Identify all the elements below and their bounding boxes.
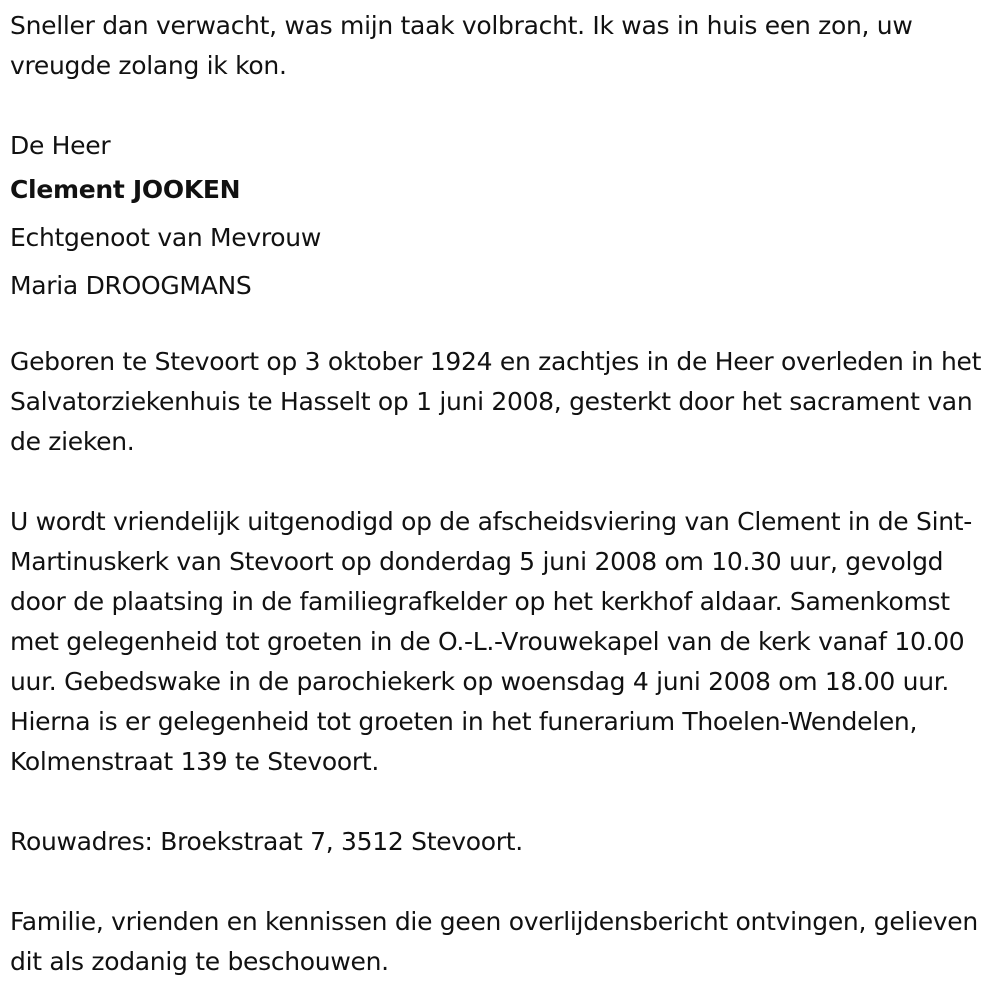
deceased-name: Clement JOOKEN [10, 175, 241, 204]
deceased-block [10, 126, 995, 310]
birth-death-paragraph: Geboren te Stevoort op 3 oktober 1924 en zachtjes in de Heer overleden in het Salvatorziekenhuis te Hasselt op 1 juni 2008, gesterkt door het sacrament van de zieken. [10, 347, 982, 456]
ceremony-paragraph: U wordt vriendelijk uitgenodigd op de afscheidsviering van Clement in de Sint-Martinuskerk van Stevoort op donderdag 5 juni 2008 om 10.30 uur, gevolgd door de plaatsing in de familiegrafkelder op het kerkhof aldaar. Samenkomst met gelegenheid tot groeten in de O.-L.-Vrouwekapel van de kerk vanaf 10.00 uur. Gebedswake in de parochiekerk op woensdag 4 juni 2008 om 18.00 uur. Hierna is er gelegenheid tot groeten in het funerarium Thoelen-Wendelen, Kolmenstraat 139 te Stevoort. [10, 507, 972, 776]
obituary-document [10, 6, 995, 982]
spouse-name: Maria DROOGMANS [10, 271, 252, 300]
mourning-address: Rouwadres: Broekstraat 7, 3512 Stevoort. [10, 827, 523, 856]
honorific: De Heer [10, 131, 111, 160]
spouse-line: Echtgenoot van Mevrouw [10, 223, 321, 252]
intro-verse: Sneller dan verwacht, was mijn taak volbracht. Ik was in huis een zon, uw vreugde zolang ik kon. [10, 11, 913, 80]
closing-paragraph: Familie, vrienden en kennissen die geen overlijdensbericht ontvingen, gelieven dit als zodanig te beschouwen. [10, 907, 978, 976]
